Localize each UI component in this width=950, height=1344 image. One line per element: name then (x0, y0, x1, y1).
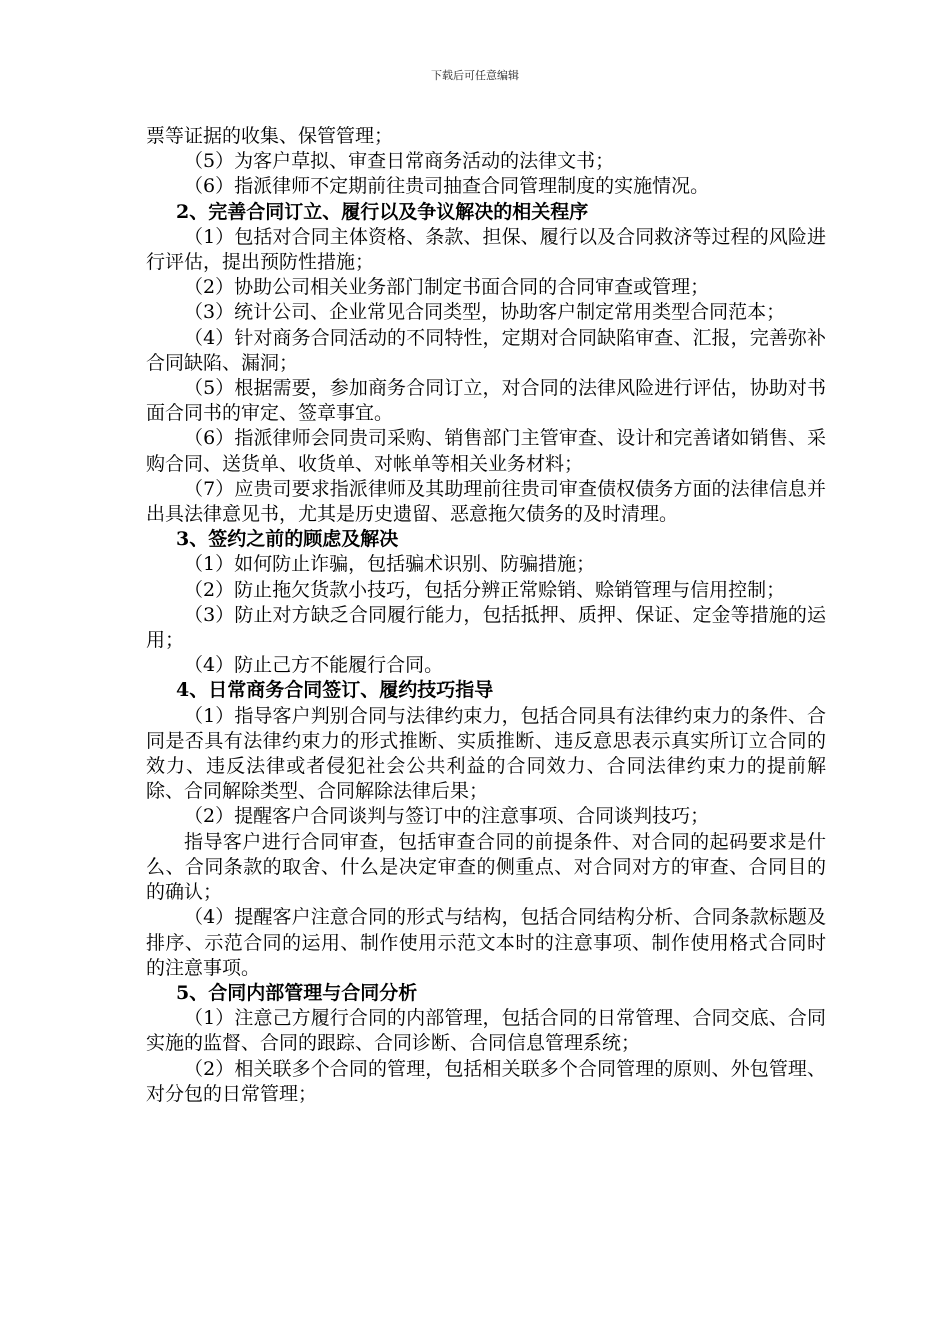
paragraph: （3）统计公司、企业常见合同类型，协助客户制定常用类型合同范本； (184, 301, 786, 324)
paragraph: （4）提醒客户注意合同的形式与结构，包括合同结构分析、合同条款标题及排序、示范合同的运用、制作使用示范文本时的注意事项、制作使用格式合同时的注意事项。 (146, 906, 826, 979)
paragraph: （5）为客户草拟、审查日常商务活动的法律文书； (184, 150, 615, 173)
paragraph: （2）相关联多个合同的管理，包括相关联多个合同管理的原则、外包管理、对分包的日常管理； (146, 1057, 826, 1105)
paragraph: （6）指派律师会同贵司采购、销售部门主管审查、设计和完善诸如销售、采购合同、送货单、收货单、对帐单等相关业务材料； (146, 427, 826, 475)
section-heading: 3、签约之前的顾虑及解决 (176, 528, 399, 551)
paragraph: （1）如何防止诈骗，包括骗术识别、防骗措施； (184, 553, 596, 576)
paragraph: （6）指派律师不定期前往贵司抽查合同管理制度的实施情况。 (184, 175, 710, 198)
paragraph: （5）根据需要，参加商务合同订立，对合同的法律风险进行评估，协助对书面合同书的审定、签章事宜。 (146, 377, 826, 425)
header-note: 下载后可任意编辑 (431, 69, 519, 82)
paragraph: 指导客户进行合同审查，包括审查合同的前提条件、对合同的起码要求是什么、合同条款的取舍、什么是决定审查的侧重点、对合同对方的审查、合同目的的确认； (146, 830, 826, 904)
paragraph: （7）应贵司要求指派律师及其助理前往贵司审查债权债务方面的法律信息并出具法律意见书，尤其是历史遗留、恶意拖欠债务的及时清理。 (146, 477, 826, 526)
paragraph: （4）针对商务合同活动的不同特性，定期对合同缺陷审查、汇报，完善弥补合同缺陷、漏洞； (146, 326, 826, 374)
paragraph: 票等证据的收集、保管管理； (146, 125, 394, 147)
section-heading: 5、合同内部管理与合同分析 (176, 981, 418, 1004)
paragraph: （2）提醒客户合同谈判与签订中的注意事项、合同谈判技巧； (184, 805, 710, 828)
paragraph: （3）防止对方缺乏合同履行能力，包括抵押、质押、保证、定金等措施的运用； (146, 603, 826, 652)
paragraph: （2）防止拖欠货款小技巧，包括分辨正常赊销、赊销管理与信用控制； (184, 578, 786, 601)
document-body (146, 124, 826, 1107)
section-heading: 2、完善合同订立、履行以及争议解决的相关程序 (176, 200, 589, 223)
paragraph: （4）防止己方不能履行合同。 (184, 654, 444, 677)
paragraph: （1）注意己方履行合同的内部管理，包括合同的日常管理、合同交底、合同实施的监督、合同的跟踪、合同诊断、合同信息管理系统； (146, 1007, 826, 1055)
paragraph: （1）包括对合同主体资格、条款、担保、履行以及合同救济等过程的风险进行评估，提出预防性措施； (146, 225, 826, 274)
paragraph: （2）协助公司相关业务部门制定书面合同的合同审查或管理； (184, 276, 710, 299)
section-heading: 4、日常商务合同签订、履约技巧指导 (176, 679, 494, 702)
paragraph: （1）指导客户判别合同与法律约束力，包括合同具有法律约束力的条件、合同是否具有法律约束力的形式推断、实质推断、违反意思表示真实所订立合同的效力、违反法律或者侵犯社会公共利益的合同效力、合同法律约束力的提前解除、合同解除类型、合同解除法律后果； (146, 704, 826, 803)
